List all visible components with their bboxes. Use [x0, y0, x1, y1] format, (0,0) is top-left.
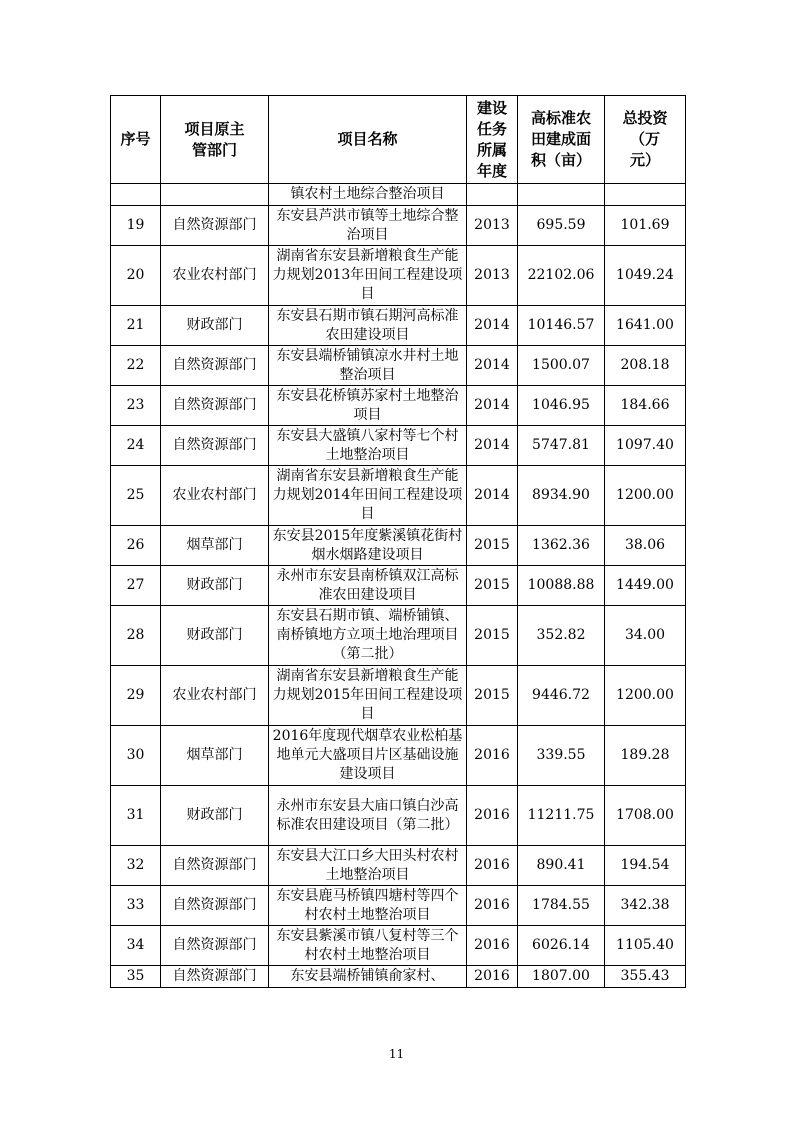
cell-year: 2016 — [467, 926, 518, 966]
cell-year: 2016 — [467, 886, 518, 926]
cell-seq: 19 — [111, 206, 161, 246]
cell-area: 9446.72 — [518, 666, 605, 726]
cell-dept: 财政部门 — [161, 566, 269, 606]
cell-dept: 自然资源部门 — [161, 426, 269, 466]
cell-name: 湖南省东安县新增粮食生产能力规划2013年田间工程建设项目 — [269, 246, 467, 306]
cell-seq: 25 — [111, 466, 161, 526]
cell-year: 2014 — [467, 386, 518, 426]
cell-dept: 自然资源部门 — [161, 886, 269, 926]
cell-seq: 20 — [111, 246, 161, 306]
table-body — [111, 184, 686, 988]
cell-year: 2016 — [467, 966, 518, 988]
table-row — [111, 206, 686, 246]
cell-seq: 33 — [111, 886, 161, 926]
cell-area: 352.82 — [518, 606, 605, 666]
cell-dept: 财政部门 — [161, 786, 269, 846]
cell-seq: 35 — [111, 966, 161, 988]
header-invest-text: 总投资（万元） — [622, 109, 668, 169]
cell-dept — [161, 184, 269, 206]
cell-area: 11211.75 — [518, 786, 605, 846]
cell-name: 湖南省东安县新增粮食生产能力规划2014年田间工程建设项目 — [269, 466, 467, 526]
cell-name: 湖南省东安县新增粮食生产能力规划2015年田间工程建设项目 — [269, 666, 467, 726]
cell-invest: 1641.00 — [605, 306, 686, 346]
table-row — [111, 246, 686, 306]
cell-invest: 189.28 — [605, 726, 686, 786]
header-area-text: 高标准农田建成面积（亩） — [530, 109, 591, 169]
header-year — [467, 96, 518, 184]
cell-area: 1046.95 — [518, 386, 605, 426]
table-row — [111, 666, 686, 726]
cell-area: 890.41 — [518, 846, 605, 886]
cell-invest: 1097.40 — [605, 426, 686, 466]
cell-area: 5747.81 — [518, 426, 605, 466]
cell-dept: 烟草部门 — [161, 726, 269, 786]
cell-invest: 355.43 — [605, 966, 686, 988]
cell-year: 2015 — [467, 606, 518, 666]
cell-year: 2016 — [467, 846, 518, 886]
cell-year — [467, 184, 518, 206]
cell-seq — [111, 184, 161, 206]
cell-name: 东安县大盛镇八家村等七个村土地整治项目 — [269, 426, 467, 466]
cell-invest: 1200.00 — [605, 466, 686, 526]
cell-invest: 1049.24 — [605, 246, 686, 306]
cell-name: 镇农村土地综合整治项目 — [269, 184, 467, 206]
cell-seq: 22 — [111, 346, 161, 386]
cell-area: 10088.88 — [518, 566, 605, 606]
cell-dept: 自然资源部门 — [161, 846, 269, 886]
table-row — [111, 606, 686, 666]
table-row — [111, 466, 686, 526]
header-seq: 序号 — [111, 96, 161, 184]
table-row — [111, 386, 686, 426]
cell-seq: 31 — [111, 786, 161, 846]
cell-invest: 342.38 — [605, 886, 686, 926]
cell-seq: 23 — [111, 386, 161, 426]
cell-area: 10146.57 — [518, 306, 605, 346]
cell-name: 东安县石期市镇、端桥铺镇、南桥镇地方立项土地治理项目（第二批） — [269, 606, 467, 666]
table-row — [111, 926, 686, 966]
cell-area: 339.55 — [518, 726, 605, 786]
header-invest — [605, 96, 686, 184]
cell-invest: 101.69 — [605, 206, 686, 246]
cell-dept: 烟草部门 — [161, 526, 269, 566]
cell-seq: 30 — [111, 726, 161, 786]
cell-dept: 自然资源部门 — [161, 206, 269, 246]
cell-invest — [605, 184, 686, 206]
cell-name: 东安县芦洪市镇等土地综合整治项目 — [269, 206, 467, 246]
table-row — [111, 886, 686, 926]
cell-year: 2013 — [467, 246, 518, 306]
cell-seq: 32 — [111, 846, 161, 886]
cell-invest: 34.00 — [605, 606, 686, 666]
header-name: 项目名称 — [269, 96, 467, 184]
header-dept — [161, 96, 269, 184]
header-row — [111, 96, 686, 184]
cell-dept: 财政部门 — [161, 606, 269, 666]
cell-seq: 26 — [111, 526, 161, 566]
table-row — [111, 306, 686, 346]
cell-area: 6026.14 — [518, 926, 605, 966]
cell-area: 1807.00 — [518, 966, 605, 988]
cell-year: 2014 — [467, 466, 518, 526]
table-row — [111, 184, 686, 206]
header-year-text: 建设任务所属年度 — [476, 98, 507, 180]
cell-invest: 1105.40 — [605, 926, 686, 966]
page-number: 11 — [388, 1047, 405, 1061]
cell-name: 2016年度现代烟草农业松柏基地单元大盛项目片区基础设施建设项目 — [269, 726, 467, 786]
cell-invest: 1200.00 — [605, 666, 686, 726]
cell-year: 2016 — [467, 726, 518, 786]
cell-year: 2015 — [467, 526, 518, 566]
cell-name: 东安县石期市镇石期河高标准农田建设项目 — [269, 306, 467, 346]
cell-dept: 自然资源部门 — [161, 346, 269, 386]
cell-name: 东安县大江口乡大田头村农村土地整治项目 — [269, 846, 467, 886]
table-row — [111, 426, 686, 466]
cell-dept: 自然资源部门 — [161, 386, 269, 426]
cell-name: 东安县紫溪市镇八复村等三个村农村土地整治项目 — [269, 926, 467, 966]
cell-year: 2013 — [467, 206, 518, 246]
cell-invest: 38.06 — [605, 526, 686, 566]
cell-name: 永州市东安县南桥镇双江高标准农田建设项目 — [269, 566, 467, 606]
cell-name: 东安县鹿马桥镇四塘村等四个村农村土地整治项目 — [269, 886, 467, 926]
cell-year: 2014 — [467, 346, 518, 386]
cell-area: 8934.90 — [518, 466, 605, 526]
table-row — [111, 966, 686, 988]
cell-year: 2014 — [467, 426, 518, 466]
cell-seq: 34 — [111, 926, 161, 966]
cell-seq: 21 — [111, 306, 161, 346]
table-row — [111, 346, 686, 386]
cell-area — [518, 184, 605, 206]
cell-area: 695.59 — [518, 206, 605, 246]
cell-invest: 1449.00 — [605, 566, 686, 606]
cell-dept: 农业农村部门 — [161, 666, 269, 726]
cell-seq: 24 — [111, 426, 161, 466]
cell-seq: 27 — [111, 566, 161, 606]
cell-dept: 农业农村部门 — [161, 246, 269, 306]
cell-name: 东安县端桥铺镇凉水井村土地整治项目 — [269, 346, 467, 386]
cell-invest: 184.66 — [605, 386, 686, 426]
cell-invest: 194.54 — [605, 846, 686, 886]
cell-name: 东安县2015年度紫溪镇花街村烟水烟路建设项目 — [269, 526, 467, 566]
cell-year: 2014 — [467, 306, 518, 346]
table-row — [111, 846, 686, 886]
cell-invest: 208.18 — [605, 346, 686, 386]
cell-invest: 1708.00 — [605, 786, 686, 846]
cell-dept: 自然资源部门 — [161, 966, 269, 988]
cell-dept: 农业农村部门 — [161, 466, 269, 526]
cell-seq: 28 — [111, 606, 161, 666]
table-row — [111, 526, 686, 566]
project-table — [110, 95, 686, 988]
header-dept-text: 项目原主管部门 — [184, 119, 245, 159]
cell-year: 2015 — [467, 666, 518, 726]
cell-year: 2016 — [467, 786, 518, 846]
cell-area: 1784.55 — [518, 886, 605, 926]
cell-dept: 自然资源部门 — [161, 926, 269, 966]
cell-name: 东安县端桥铺镇俞家村、 — [269, 966, 467, 988]
cell-area: 1500.07 — [518, 346, 605, 386]
table-row — [111, 726, 686, 786]
table-row — [111, 566, 686, 606]
cell-year: 2015 — [467, 566, 518, 606]
cell-name: 永州市东安县大庙口镇白沙高标准农田建设项目（第二批） — [269, 786, 467, 846]
cell-area: 22102.06 — [518, 246, 605, 306]
table-row — [111, 786, 686, 846]
cell-area: 1362.36 — [518, 526, 605, 566]
cell-name: 东安县花桥镇苏家村土地整治项目 — [269, 386, 467, 426]
cell-seq: 29 — [111, 666, 161, 726]
header-area — [518, 96, 605, 184]
cell-dept: 财政部门 — [161, 306, 269, 346]
